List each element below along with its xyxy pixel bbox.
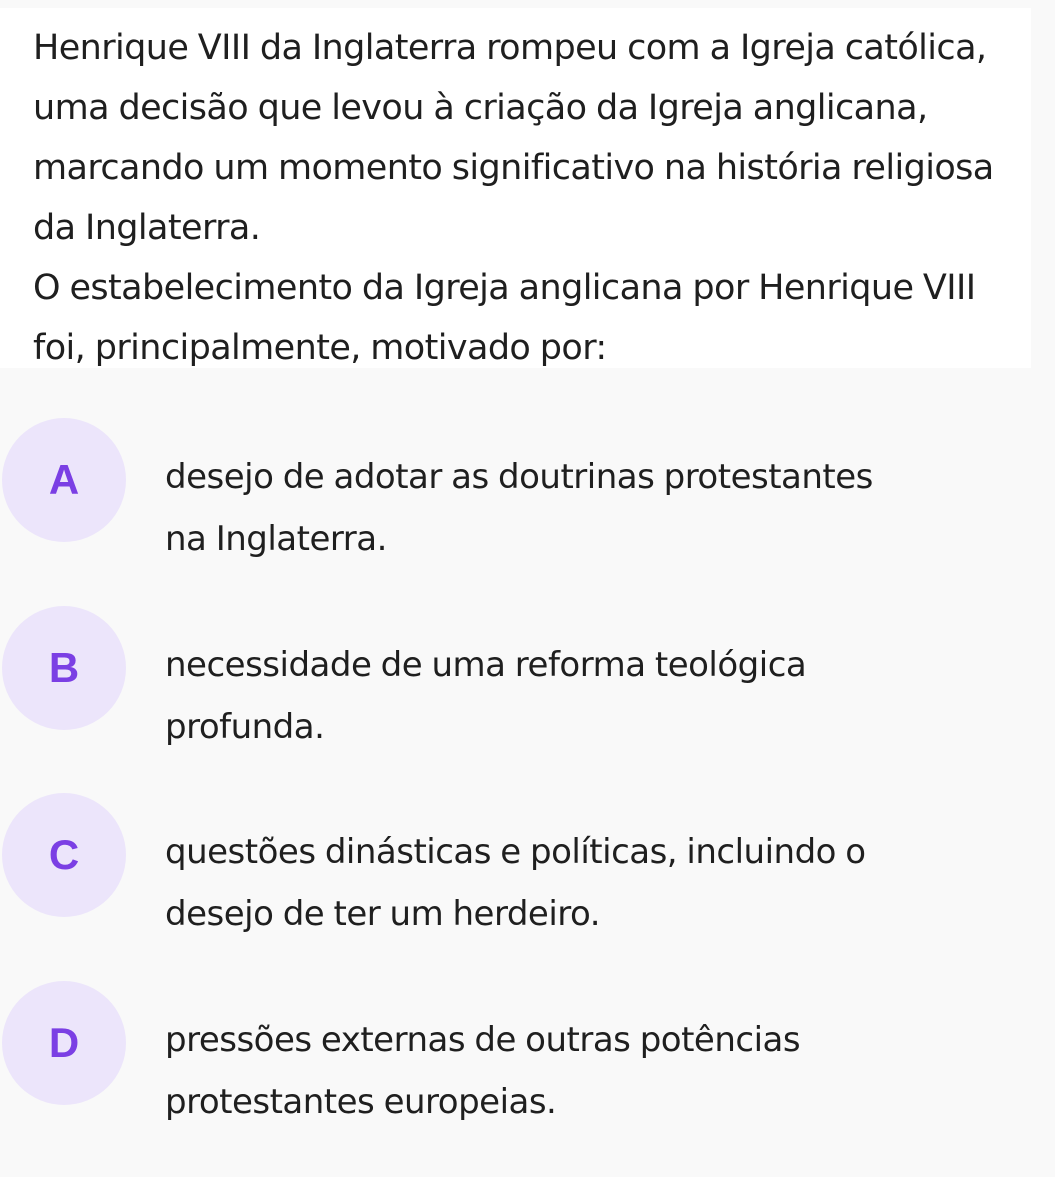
option-d-badge[interactable] bbox=[2, 981, 126, 1105]
option-c-text: questões dinásticas e políticas, incluindo o desejo de ter um herdeiro. bbox=[165, 832, 866, 934]
option-a[interactable] bbox=[0, 418, 1055, 559]
question-card bbox=[0, 8, 1031, 368]
option-b-badge[interactable] bbox=[2, 606, 126, 730]
option-b-text: necessidade de uma reforma teológica profunda. bbox=[165, 645, 807, 747]
option-d-text: pressões externas de outras potências protestantes europeias. bbox=[165, 1020, 801, 1122]
option-b[interactable] bbox=[0, 606, 1055, 747]
option-d[interactable] bbox=[0, 981, 1055, 1122]
option-a-letter: A bbox=[48, 456, 80, 503]
option-c-badge[interactable] bbox=[2, 793, 126, 917]
option-a-badge[interactable] bbox=[2, 418, 126, 542]
option-d-letter: D bbox=[48, 1019, 80, 1066]
option-a-text: desejo de adotar as doutrinas protestantes na Inglaterra. bbox=[165, 457, 873, 559]
question-text: Henrique VIII da Inglaterra rompeu com a Igreja católica, uma decisão que levou à criação da Igreja anglicana, marcando um momento significativo na história religiosa da Inglaterra. O estabelecimento da Igreja anglicana por Henrique VIII foi, principalmente, motivado por: bbox=[33, 28, 994, 368]
option-c-letter: C bbox=[48, 831, 80, 878]
option-c[interactable] bbox=[0, 793, 1055, 934]
option-b-letter: B bbox=[48, 644, 80, 691]
